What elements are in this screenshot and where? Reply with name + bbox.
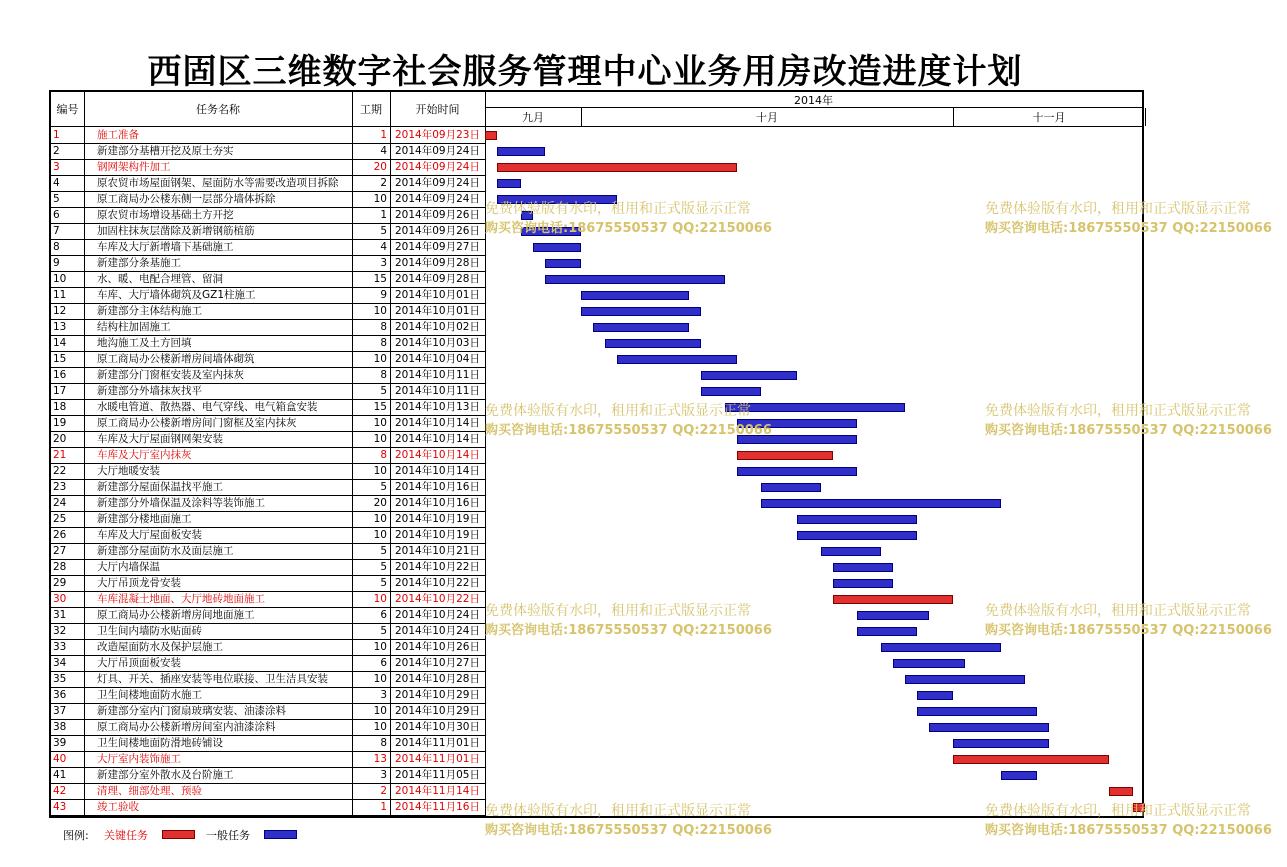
task-id: 27 (53, 545, 67, 557)
task-row (51, 416, 485, 432)
task-row (51, 288, 485, 304)
legend-normal-swatch (264, 830, 297, 839)
header-name: 任务名称 (196, 103, 240, 116)
task-start: 2014年10月22日 (395, 593, 480, 605)
task-start: 2014年09月24日 (395, 145, 480, 157)
task-duration: 6 (380, 657, 387, 669)
task-start: 2014年11月05日 (395, 769, 480, 781)
task-duration: 8 (380, 369, 387, 381)
task-id: 20 (53, 433, 67, 445)
task-row (51, 128, 485, 144)
task-id: 42 (53, 785, 67, 797)
task-name: 竣工验收 (97, 801, 139, 813)
task-id: 1 (53, 129, 60, 141)
task-start: 2014年10月19日 (395, 513, 480, 525)
header-start: 开始时间 (415, 103, 460, 116)
task-id: 28 (53, 561, 67, 573)
task-row (51, 592, 485, 608)
task-id: 43 (53, 801, 67, 813)
task-name: 新建部分室外散水及台阶施工 (97, 769, 234, 781)
task-duration: 20 (373, 161, 387, 173)
task-duration: 2 (380, 785, 387, 797)
task-start: 2014年10月03日 (395, 337, 480, 349)
task-duration: 10 (373, 417, 387, 429)
task-bar (821, 547, 881, 556)
task-start: 2014年10月22日 (395, 561, 480, 573)
task-row (51, 144, 485, 160)
task-duration: 5 (380, 225, 387, 237)
task-duration: 8 (380, 737, 387, 749)
task-start: 2014年10月01日 (395, 305, 480, 317)
task-id: 24 (53, 497, 67, 509)
row-divider (51, 815, 485, 816)
task-id: 41 (53, 769, 67, 781)
task-name: 新建部分主体结构施工 (97, 305, 202, 317)
task-start: 2014年09月24日 (395, 193, 480, 205)
task-duration: 1 (380, 801, 387, 813)
task-start: 2014年11月01日 (395, 753, 480, 765)
task-id: 22 (53, 465, 67, 477)
month-header: 十一月 (1032, 111, 1066, 124)
task-id: 37 (53, 705, 67, 717)
task-duration: 10 (373, 593, 387, 605)
task-start: 2014年11月16日 (395, 801, 480, 813)
month-header: 十月 (756, 111, 778, 124)
task-bar (581, 291, 689, 300)
task-bar (605, 339, 701, 348)
task-duration: 5 (380, 385, 387, 397)
task-name: 灯具、开关、插座安装等电位联接、卫生洁具安装 (97, 673, 328, 685)
task-bar (701, 387, 761, 396)
task-row (51, 240, 485, 256)
task-name: 大厅内墙保温 (97, 561, 160, 573)
header-divider (485, 107, 1142, 108)
task-duration: 10 (373, 705, 387, 717)
task-row (51, 544, 485, 560)
task-name: 原工商局办公楼新增房间室内油漆涂料 (97, 721, 276, 733)
task-start: 2014年10月04日 (395, 353, 480, 365)
task-duration: 6 (380, 609, 387, 621)
task-row (51, 640, 485, 656)
watermark-line: 免费体验版有水印，租用和正式版显示正常 (985, 201, 1251, 217)
task-name: 清理、细部处理、预验 (97, 785, 202, 797)
task-bar (929, 723, 1049, 732)
task-name: 原工商局办公楼新增房间门窗框及室内抹灰 (97, 417, 297, 429)
task-row (51, 576, 485, 592)
task-row (51, 448, 485, 464)
task-row (51, 480, 485, 496)
task-start: 2014年11月01日 (395, 737, 480, 749)
task-duration: 5 (380, 481, 387, 493)
task-bar (593, 323, 689, 332)
task-row (51, 368, 485, 384)
task-bar (497, 147, 545, 156)
task-bar (533, 243, 581, 252)
task-name: 钢网架构件加工 (97, 161, 171, 173)
task-bar (545, 275, 725, 284)
task-bar (797, 515, 917, 524)
task-duration: 9 (380, 289, 387, 301)
task-id: 8 (53, 241, 60, 253)
watermark-line: 免费体验版有水印，租用和正式版显示正常 (485, 803, 751, 819)
task-start: 2014年09月27日 (395, 241, 480, 253)
task-id: 10 (53, 273, 67, 285)
task-start: 2014年09月26日 (395, 225, 480, 237)
task-id: 32 (53, 625, 67, 637)
critical-task-bar (1109, 787, 1133, 796)
task-name: 卫生间楼地面防水施工 (97, 689, 202, 701)
task-bar (497, 179, 521, 188)
task-id: 25 (53, 513, 67, 525)
task-id: 15 (53, 353, 67, 365)
task-duration: 20 (373, 497, 387, 509)
task-duration: 10 (373, 353, 387, 365)
critical-task-bar (485, 131, 497, 140)
task-duration: 8 (380, 321, 387, 333)
task-name: 水、暖、电配合埋管、留洞 (97, 273, 223, 285)
task-start: 2014年09月28日 (395, 273, 480, 285)
task-name: 施工准备 (97, 129, 139, 141)
task-row (51, 304, 485, 320)
task-id: 34 (53, 657, 67, 669)
task-bar (833, 563, 893, 572)
task-duration: 10 (373, 721, 387, 733)
task-start: 2014年10月14日 (395, 417, 480, 429)
task-name: 加固柱抹灰层凿除及新增钢筋植筋 (97, 225, 255, 237)
task-name: 原工商局办公楼新增房间地面施工 (97, 609, 255, 621)
task-start: 2014年09月23日 (395, 129, 480, 141)
legend-normal-label: 一般任务 (206, 829, 250, 842)
task-duration: 10 (373, 513, 387, 525)
task-id: 9 (53, 257, 60, 269)
task-name: 新建部分屋面防水及面层施工 (97, 545, 234, 557)
task-start: 2014年10月01日 (395, 289, 480, 301)
task-name: 大厅地暖安装 (97, 465, 160, 477)
watermark-line: 免费体验版有水印，租用和正式版显示正常 (985, 403, 1251, 419)
watermark-contact: 购买咨询电话:18675550537 QQ:22150066 (985, 823, 1272, 838)
month-divider (1145, 108, 1146, 126)
task-name: 新建部分室内门窗扇玻璃安装、油漆涂料 (97, 705, 286, 717)
task-id: 35 (53, 673, 67, 685)
task-id: 2 (53, 145, 60, 157)
task-row (51, 768, 485, 784)
task-name: 地沟施工及土方回填 (97, 337, 192, 349)
task-id: 7 (53, 225, 60, 237)
task-name: 原农贸市场增设基础土方开挖 (97, 209, 234, 221)
task-id: 4 (53, 177, 60, 189)
critical-task-bar (497, 163, 737, 172)
task-duration: 10 (373, 193, 387, 205)
task-duration: 8 (380, 337, 387, 349)
task-start: 2014年10月13日 (395, 401, 480, 413)
task-bar (1001, 771, 1037, 780)
task-duration: 10 (373, 465, 387, 477)
task-id: 16 (53, 369, 67, 381)
task-bar (917, 707, 1037, 716)
task-name: 车库及大厅室内抹灰 (97, 449, 192, 461)
critical-task-bar (833, 595, 953, 604)
task-id: 5 (53, 193, 60, 205)
task-start: 2014年10月11日 (395, 385, 480, 397)
task-row (51, 528, 485, 544)
task-duration: 1 (380, 129, 387, 141)
watermark-contact: 购买咨询电话:18675550537 QQ:22150066 (485, 823, 772, 838)
watermark-line: 免费体验版有水印，租用和正式版显示正常 (985, 603, 1251, 619)
watermark-line: 免费体验版有水印，租用和正式版显示正常 (985, 803, 1251, 819)
task-bar (761, 499, 1001, 508)
task-row (51, 192, 485, 208)
task-name: 大厅吊顶面板安装 (97, 657, 181, 669)
task-row (51, 176, 485, 192)
header-bottom-line (51, 126, 1142, 127)
task-bar (617, 355, 737, 364)
task-row (51, 256, 485, 272)
task-name: 新建部分外墙抹灰找平 (97, 385, 202, 397)
task-id: 6 (53, 209, 60, 221)
task-name: 新建部分楼地面施工 (97, 513, 192, 525)
task-row (51, 608, 485, 624)
task-duration: 1 (380, 209, 387, 221)
task-row (51, 784, 485, 800)
header-year: 2014年 (794, 93, 833, 107)
task-duration: 3 (380, 257, 387, 269)
task-start: 2014年09月24日 (395, 161, 480, 173)
task-duration: 10 (373, 673, 387, 685)
task-name: 新建部分基槽开挖及原土夯实 (97, 145, 234, 157)
task-start: 2014年10月02日 (395, 321, 480, 333)
task-name: 新建部分屋面保温找平施工 (97, 481, 223, 493)
task-name: 车库及大厅新增墙下基础施工 (97, 241, 234, 253)
watermark-contact: 购买咨询电话:18675550537 QQ:22150066 (985, 221, 1272, 236)
task-duration: 15 (373, 401, 387, 413)
task-id: 18 (53, 401, 67, 413)
task-row (51, 736, 485, 752)
task-id: 3 (53, 161, 60, 173)
task-id: 23 (53, 481, 67, 493)
task-start: 2014年10月14日 (395, 449, 480, 461)
task-name: 新建部分条基施工 (97, 257, 181, 269)
task-row (51, 800, 485, 816)
task-row (51, 656, 485, 672)
task-row (51, 400, 485, 416)
task-duration: 15 (373, 273, 387, 285)
task-name: 卫生间内墙防水贴面砖 (97, 625, 202, 637)
task-start: 2014年10月24日 (395, 625, 480, 637)
task-id: 19 (53, 417, 67, 429)
task-start: 2014年11月14日 (395, 785, 480, 797)
task-row (51, 496, 485, 512)
header-id: 编号 (56, 103, 79, 116)
task-name: 结构柱加固施工 (97, 321, 171, 333)
task-start: 2014年09月26日 (395, 209, 480, 221)
task-name: 大厅室内装饰施工 (97, 753, 181, 765)
task-start: 2014年10月16日 (395, 481, 480, 493)
task-name: 改造屋面防水及保护层施工 (97, 641, 223, 653)
task-name: 车库混凝土地面、大厅地砖地面施工 (97, 593, 265, 605)
task-id: 30 (53, 593, 67, 605)
task-row (51, 336, 485, 352)
task-row (51, 160, 485, 176)
legend-critical-label: 关键任务 (104, 829, 148, 842)
task-id: 14 (53, 337, 67, 349)
task-id: 36 (53, 689, 67, 701)
task-bar (833, 579, 893, 588)
task-row (51, 720, 485, 736)
task-name: 原农贸市场屋面钢架、屋面防水等需要改造项目拆除 (97, 177, 339, 189)
task-row (51, 320, 485, 336)
task-duration: 3 (380, 689, 387, 701)
task-start: 2014年10月26日 (395, 641, 480, 653)
task-name: 水暖电管道、散热器、电气穿线、电气箱盒安装 (97, 401, 318, 413)
task-start: 2014年10月30日 (395, 721, 480, 733)
task-bar (893, 659, 965, 668)
task-duration: 13 (373, 753, 387, 765)
task-start: 2014年10月14日 (395, 433, 480, 445)
task-start: 2014年09月28日 (395, 257, 480, 269)
task-bar (857, 627, 917, 636)
task-duration: 2 (380, 177, 387, 189)
task-bar (545, 259, 581, 268)
task-duration: 5 (380, 625, 387, 637)
task-start: 2014年10月24日 (395, 609, 480, 621)
task-start: 2014年10月16日 (395, 497, 480, 509)
task-start: 2014年10月11日 (395, 369, 480, 381)
task-bar (917, 691, 953, 700)
month-header: 九月 (522, 111, 544, 124)
task-row (51, 672, 485, 688)
header-duration: 工期 (360, 103, 382, 116)
task-start: 2014年10月27日 (395, 657, 480, 669)
task-row (51, 224, 485, 240)
task-row (51, 512, 485, 528)
task-id: 21 (53, 449, 67, 461)
watermark-line: 免费体验版有水印，租用和正式版显示正常 (485, 603, 751, 619)
task-bar (737, 467, 857, 476)
task-id: 29 (53, 577, 67, 589)
task-start: 2014年09月24日 (395, 177, 480, 189)
task-id: 17 (53, 385, 67, 397)
task-name: 卫生间楼地面防滑地砖铺设 (97, 737, 223, 749)
task-id: 31 (53, 609, 67, 621)
legend-critical-swatch (162, 830, 195, 839)
task-bar (797, 531, 917, 540)
task-duration: 5 (380, 561, 387, 573)
task-bar (761, 483, 821, 492)
task-duration: 10 (373, 433, 387, 445)
task-bar (953, 739, 1049, 748)
task-row (51, 208, 485, 224)
watermark-contact: 购买咨询电话:18675550537 QQ:22150066 (485, 423, 772, 438)
task-row (51, 464, 485, 480)
task-duration: 10 (373, 641, 387, 653)
task-row (51, 560, 485, 576)
task-id: 26 (53, 529, 67, 541)
watermark-contact: 购买咨询电话:18675550537 QQ:22150066 (985, 623, 1272, 638)
task-duration: 5 (380, 545, 387, 557)
task-row (51, 432, 485, 448)
task-start: 2014年10月22日 (395, 577, 480, 589)
task-duration: 4 (380, 241, 387, 253)
task-name: 新建部分门窗框安装及室内抹灰 (97, 369, 244, 381)
task-row (51, 384, 485, 400)
watermark-contact: 购买咨询电话:18675550537 QQ:22150066 (485, 623, 772, 638)
task-id: 33 (53, 641, 67, 653)
task-id: 11 (53, 289, 67, 301)
task-id: 38 (53, 721, 67, 733)
task-duration: 4 (380, 145, 387, 157)
page-title: 西固区三维数字社会服务管理中心业务用房改造进度计划 (147, 52, 1023, 92)
watermark-contact: 购买咨询电话:18675550537 QQ:22150066 (985, 423, 1272, 438)
task-bar (857, 611, 929, 620)
task-id: 39 (53, 737, 67, 749)
task-name: 原工商局办公楼东侧一层部分墙体拆除 (97, 193, 276, 205)
task-name: 原工商局办公楼新增房间墙体砌筑 (97, 353, 255, 365)
task-start: 2014年10月21日 (395, 545, 480, 557)
task-duration: 10 (373, 305, 387, 317)
task-row (51, 272, 485, 288)
task-id: 13 (53, 321, 67, 333)
task-bar (881, 643, 1001, 652)
task-start: 2014年10月29日 (395, 705, 480, 717)
task-id: 12 (53, 305, 67, 317)
task-duration: 5 (380, 577, 387, 589)
task-start: 2014年10月14日 (395, 465, 480, 477)
task-bar (725, 403, 905, 412)
critical-task-bar (737, 451, 833, 460)
task-row (51, 752, 485, 768)
task-row (51, 704, 485, 720)
task-row (51, 624, 485, 640)
task-start: 2014年10月29日 (395, 689, 480, 701)
task-name: 大厅吊顶龙骨安装 (97, 577, 181, 589)
task-id: 40 (53, 753, 67, 765)
task-name: 车库、大厅墙体砌筑及GZ1柱施工 (97, 289, 256, 301)
task-name: 车库及大厅屋面板安装 (97, 529, 202, 541)
critical-task-bar (953, 755, 1109, 764)
task-duration: 10 (373, 529, 387, 541)
task-duration: 3 (380, 769, 387, 781)
task-row (51, 688, 485, 704)
task-start: 2014年10月19日 (395, 529, 480, 541)
watermark-contact: 购买咨询电话:18675550537 QQ:22150066 (485, 221, 772, 236)
legend-label: 图例: (63, 829, 89, 842)
task-name: 新建部分外墙保温及涂料等装饰施工 (97, 497, 265, 509)
task-row (51, 352, 485, 368)
watermark-line: 免费体验版有水印，租用和正式版显示正常 (485, 403, 751, 419)
task-duration: 8 (380, 449, 387, 461)
watermark-line: 免费体验版有水印，租用和正式版显示正常 (485, 201, 751, 217)
task-start: 2014年10月28日 (395, 673, 480, 685)
task-name: 车库及大厅屋面钢网架安装 (97, 433, 223, 445)
task-bar (701, 371, 797, 380)
task-bar (905, 675, 1025, 684)
task-bar (581, 307, 701, 316)
